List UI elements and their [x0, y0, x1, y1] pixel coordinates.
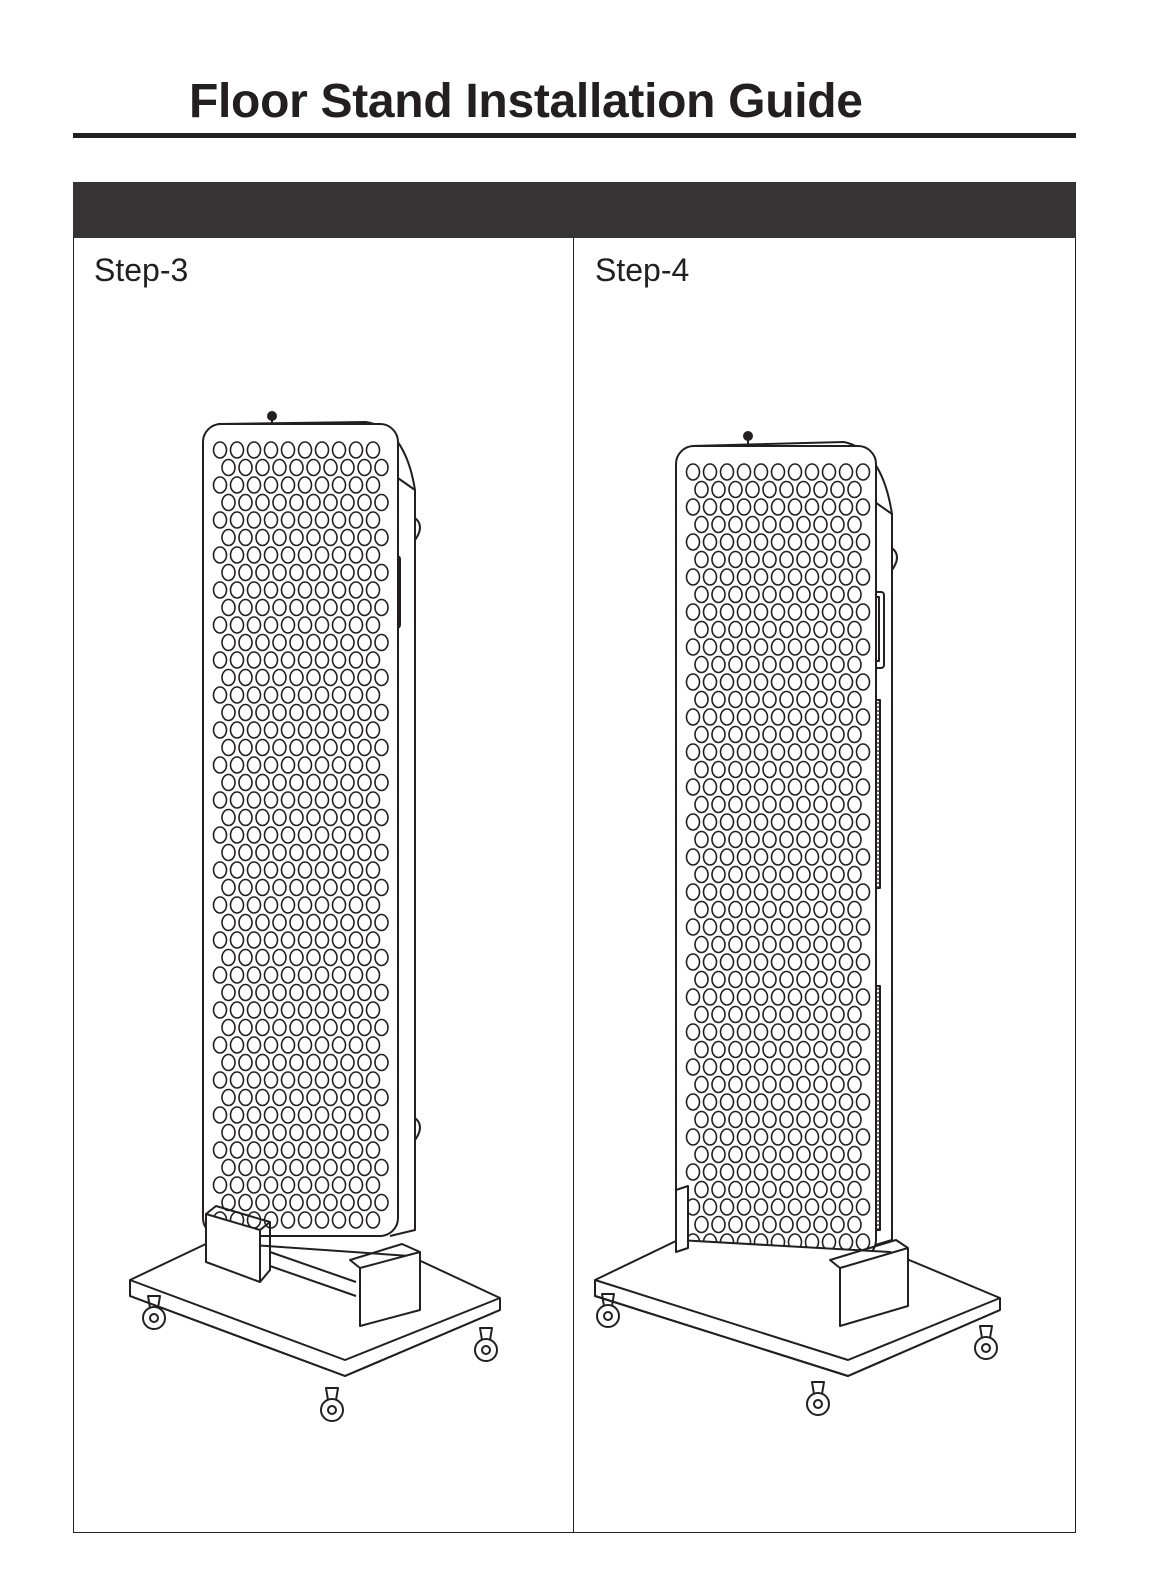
title-underline: [73, 133, 1076, 138]
light-panel-mounted-in-floor-stand-icon: [590, 430, 1030, 1440]
light-panel-above-floor-stand-icon: [120, 410, 540, 1440]
column-divider: [573, 238, 574, 1533]
step-4-label: Step-4: [595, 252, 690, 288]
step-3-label: Step-3: [94, 252, 189, 288]
page-title: Floor Stand Installation Guide: [189, 75, 863, 128]
section-header-bar: [73, 182, 1076, 238]
